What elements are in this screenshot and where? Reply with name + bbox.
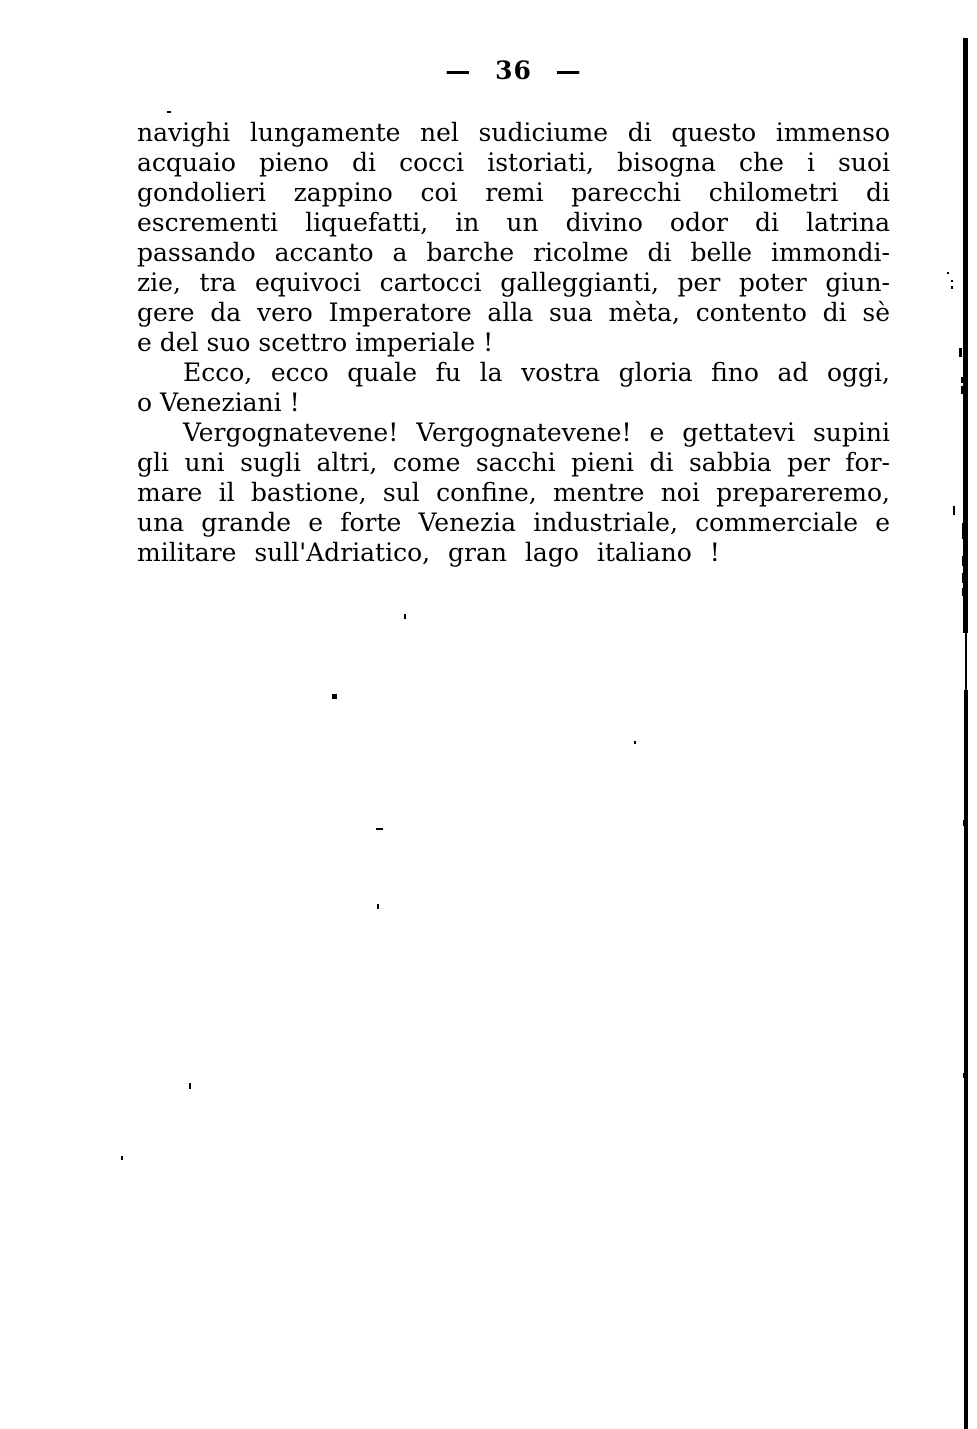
text-line-7: gere da vero Imperatore alla sua mèta, contento di sè: [137, 298, 890, 327]
scan-speck: [961, 386, 963, 394]
scan-speck: [963, 820, 965, 826]
text-line-13: mare il bastione, sul confine, mentre noi prepareremo,: [137, 478, 890, 507]
text-line-8: e del suo scettro imperiale !: [137, 328, 494, 357]
scan-speck: [962, 573, 964, 583]
scan-speck: [951, 280, 953, 282]
scan-speck: [961, 377, 963, 383]
text-line-14: una grande e forte Venezia industriale, commerciale e: [137, 508, 890, 537]
text-line-10: o Veneziani !: [137, 388, 300, 417]
scan-edge-line: [963, 38, 968, 633]
text-line-11: Vergognatevene! Vergognatevene! e gettatevi supini: [183, 418, 890, 447]
scan-edge-line: [965, 633, 967, 690]
text-line-9: Ecco, ecco quale fu la vostra gloria fino ad oggi,: [183, 358, 890, 387]
scan-speck: [376, 828, 383, 830]
scan-speck: [634, 741, 636, 744]
scan-speck: [189, 1083, 191, 1089]
scan-speck: [951, 286, 953, 289]
text-line-3: gondolieri zappino coi remi parecchi chilometri di: [137, 178, 890, 207]
scan-speck: [332, 694, 337, 699]
scan-speck: [963, 1073, 965, 1078]
scan-speck: [947, 272, 949, 274]
page-number-header: — 36 —: [445, 56, 582, 85]
text-line-4: escrementi liquefatti, in un divino odor di latrina: [137, 208, 890, 237]
scan-speck: [953, 506, 955, 515]
scan-speck: [404, 614, 406, 619]
scan-speck: [962, 588, 964, 596]
text-line-12: gli uni sugli altri, come sacchi pieni di sabbia per for-: [137, 448, 890, 477]
scan-speck: [377, 904, 379, 909]
text-block: [137, 118, 890, 568]
scan-edge-line: [964, 690, 968, 1429]
text-line-6: zie, tra equivoci cartocci galleggianti, per poter giun-: [137, 268, 890, 297]
scan-speck: [121, 1156, 123, 1160]
text-line-1: navighi lungamente nel sudiciume di questo immenso: [137, 118, 890, 147]
scan-speck: [167, 111, 171, 113]
scan-speck: [962, 556, 964, 566]
text-line-2: acquaio pieno di cocci istoriati, bisogna che i suoi: [137, 148, 890, 177]
scan-speck: [962, 523, 964, 539]
scan-speck: [959, 348, 962, 357]
text-line-5: passando accanto a barche ricolme di belle immondi-: [137, 238, 890, 267]
text-line-15: militare sull'Adriatico, gran lago italiano !: [137, 538, 720, 567]
